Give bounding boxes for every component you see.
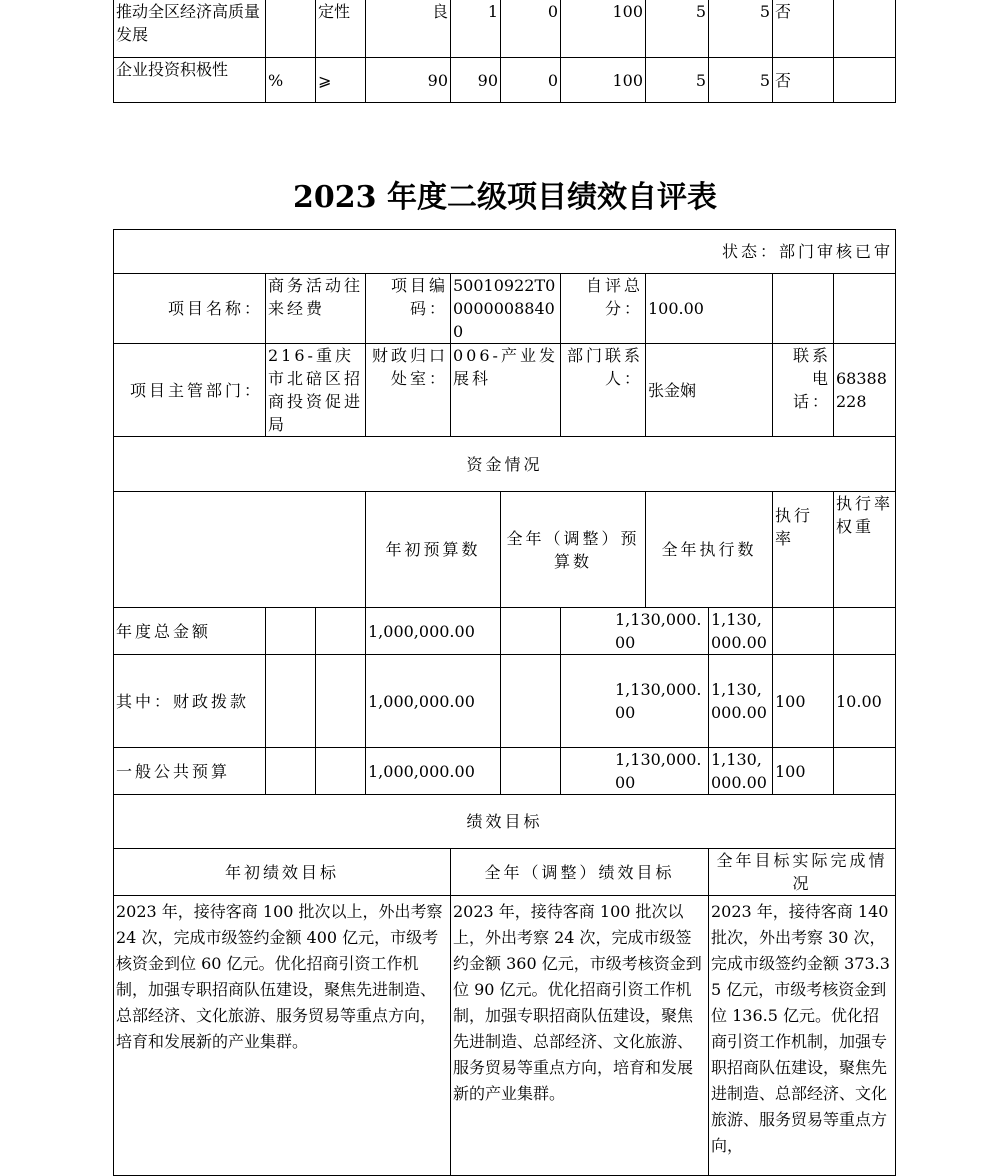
indicator-completion: 100 xyxy=(561,0,646,58)
funds-rate: 100 xyxy=(773,655,834,748)
funds-header-row xyxy=(114,492,896,608)
contact-label: 部门联系人： xyxy=(561,344,646,437)
contact-value: 张金娴 xyxy=(646,344,773,437)
indicator-corrected: 否 xyxy=(773,0,834,58)
funds-row-label: 年度总金额 xyxy=(114,608,266,655)
budget-init-header: 年初预算数 xyxy=(366,492,501,608)
page-title: 2023 年度二级项目绩效自评表 xyxy=(293,180,717,215)
funds-row-label: 一般公共预算 xyxy=(114,748,266,795)
indicator-unit xyxy=(266,0,316,58)
exec-header: 全年执行数 xyxy=(646,492,773,608)
table-row xyxy=(114,748,896,795)
indicator-nature: 定性 xyxy=(316,0,366,58)
funds-budget-init: 1,000,000.00 xyxy=(366,608,501,655)
rate-header: 执行率 xyxy=(773,492,834,608)
indicator-weight: 5 xyxy=(646,0,709,58)
indicator-nature: ⩾ xyxy=(316,58,366,103)
indicator-score: 5 xyxy=(709,58,773,103)
perf-adj-text: 2023 年，接待客商 100 批次以上，外出考察 24 次，完成市级签约金额 360 亿元，市级考核资金到位 90 亿元。优化招商引资工作机制，加强专职招商队伍建设，聚焦先进制造、总部经济、文化旅游、服务贸易等重点方向，培育和发展新的产业集群。 xyxy=(451,896,709,1176)
indicator-deviation: 0 xyxy=(501,0,561,58)
funds-row-label: 其中：财政拨款 xyxy=(114,655,266,748)
funds-budget-init: 1,000,000.00 xyxy=(366,748,501,795)
indicator-weight: 5 xyxy=(646,58,709,103)
indicator-completion: 100 xyxy=(561,58,646,103)
total-score-label: 自评总分： xyxy=(561,274,646,344)
funds-section-header: 资金情况 xyxy=(114,437,896,492)
funds-rate-weight xyxy=(834,608,896,655)
funds-rate-weight xyxy=(834,748,896,795)
indicator-target: 良 xyxy=(366,0,451,58)
indicator-name: 推动全区经济高质量发展 xyxy=(114,0,266,58)
perf-init-text: 2023 年，接待客商 100 批次以上，外出考察 24 次，完成市级签约金额 400 亿元，市级考核资金到位 60 亿元。优化招商引资工作机制，加强专职招商队伍建设，聚焦先进制造、总部经济、文化旅游、服务贸易等重点方向，培育和发展新的产业集群。 xyxy=(114,896,451,1176)
perf-adj-header: 全年（调整）绩效目标 xyxy=(451,849,709,896)
project-code: 50010922T000000088400 xyxy=(451,274,561,344)
budget-adj-header: 全年（调整）预算数 xyxy=(501,492,646,608)
indicator-deviation: 0 xyxy=(501,58,561,103)
indicator-name: 企业投资积极性 xyxy=(114,58,266,103)
funds-exec: 1,130,000.00 xyxy=(709,655,773,748)
funds-exec: 1,130,000.00 xyxy=(709,748,773,795)
performance-section-header: 绩效目标 xyxy=(114,795,896,849)
funds-budget-adj: 1,130,000.00 xyxy=(561,655,709,748)
table-row xyxy=(114,0,896,58)
indicator-score: 5 xyxy=(709,0,773,58)
dept-label: 项目主管部门： xyxy=(114,344,266,437)
funds-budget-adj: 1,130,000.00 xyxy=(561,748,709,795)
perf-init-header: 年初绩效目标 xyxy=(114,849,451,896)
table-row xyxy=(114,655,896,748)
indicator-table xyxy=(113,0,896,103)
performance-text-row xyxy=(114,896,896,1176)
phone-label: 联系电话： xyxy=(773,344,834,437)
funds-rate-weight: 10.00 xyxy=(834,655,896,748)
table-row xyxy=(114,58,896,103)
funds-exec: 1,130,000.00 xyxy=(709,608,773,655)
indicator-actual: 1 xyxy=(451,0,501,58)
project-code-label: 项目编码： xyxy=(366,274,451,344)
finance-label: 财政归口处室： xyxy=(366,344,451,437)
indicator-unit: % xyxy=(266,58,316,103)
performance-header-row xyxy=(114,849,896,896)
project-name: 商务活动往来经费 xyxy=(266,274,366,344)
funds-budget-adj: 1,130,000.00 xyxy=(561,608,709,655)
perf-actual-text: 2023 年，接待客商 140 批次，外出考察 30 次，完成市级签约金额 373.35 亿元，市级考核资金到位 136.5 亿元。优化招商引资工作机制，加强专职招商队伍建设，聚焦先进制造、总部经济、文化旅游、服务贸易等重点方向， xyxy=(709,896,896,1176)
rate-weight-header: 执行率权重 xyxy=(834,492,896,608)
status-badge: 状态：部门审核已审 xyxy=(114,230,896,274)
funds-budget-init: 1,000,000.00 xyxy=(366,655,501,748)
indicator-target: 90 xyxy=(366,58,451,103)
project-name-label: 项目名称： xyxy=(114,274,266,344)
finance-value: 006-产业发展科 xyxy=(451,344,561,437)
total-score: 100.00 xyxy=(646,274,773,344)
indicator-remark xyxy=(834,58,896,103)
funds-rate xyxy=(773,608,834,655)
table-row xyxy=(114,608,896,655)
indicator-actual: 90 xyxy=(451,58,501,103)
indicator-remark xyxy=(834,0,896,58)
phone-value: 68388228 xyxy=(834,344,896,437)
dept-value: 216-重庆市北碚区招商投资促进局 xyxy=(266,344,366,437)
project-info-row xyxy=(114,274,896,344)
perf-actual-header: 全年目标实际完成情况 xyxy=(709,849,896,896)
funds-rate: 100 xyxy=(773,748,834,795)
department-info-row xyxy=(114,344,896,437)
indicator-corrected: 否 xyxy=(773,58,834,103)
